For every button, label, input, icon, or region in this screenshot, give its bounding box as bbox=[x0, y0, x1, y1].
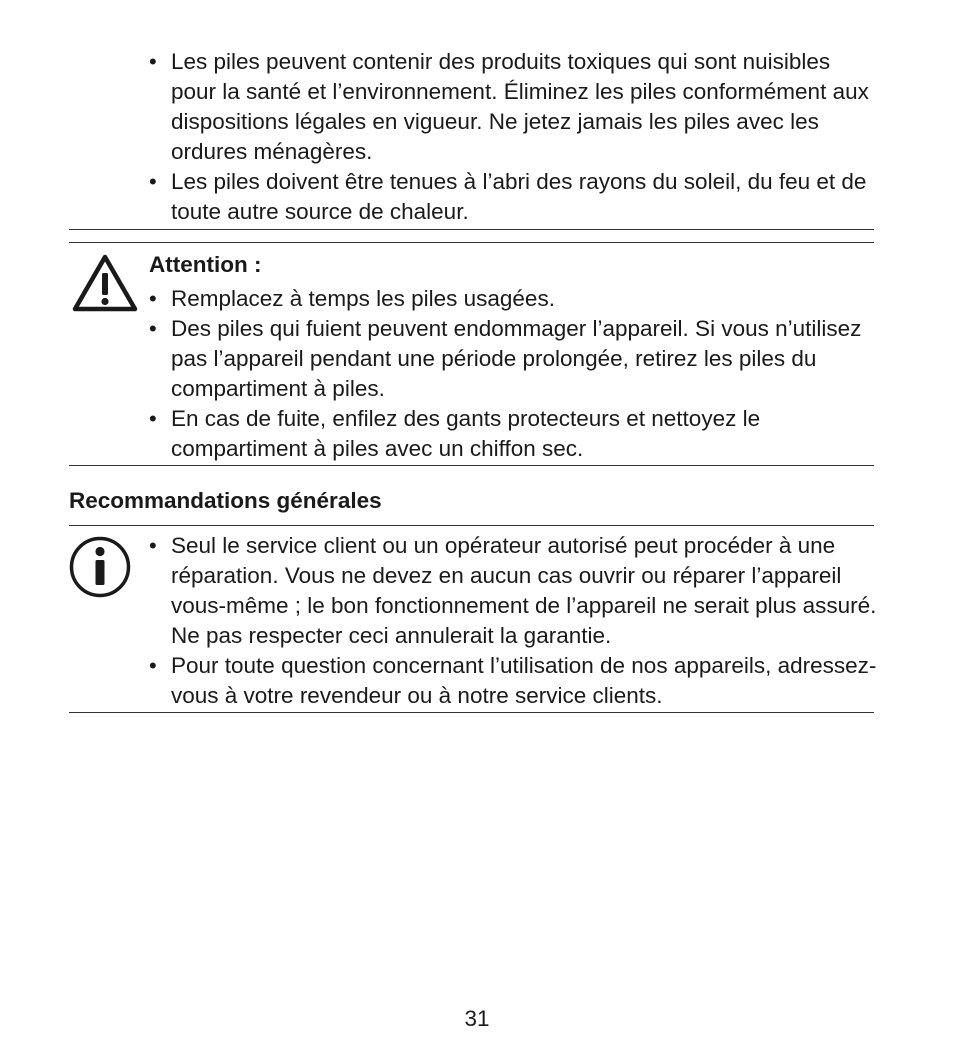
attention-heading: Attention : bbox=[149, 252, 262, 277]
general-recommendations-block bbox=[149, 531, 877, 711]
divider bbox=[69, 712, 874, 713]
section-title: Recommandations générales bbox=[69, 488, 382, 513]
list-item: • Remplacez à temps les piles usagées. bbox=[149, 284, 877, 314]
divider bbox=[69, 242, 874, 243]
batteries-bullet-list bbox=[149, 47, 877, 227]
divider bbox=[69, 525, 874, 526]
batteries-safety-block bbox=[149, 47, 877, 227]
divider bbox=[69, 229, 874, 230]
list-item: • Seul le service client ou un opérateur autorisé peut procéder à une réparation. Vous ne devez en aucun cas ouvrir ou réparer l’appareil vous-même ; le bon fonctionnement de l’appareil ne serait plus assuré. Ne pas respecter ceci annulerait la garantie. bbox=[149, 531, 877, 651]
list-item: • Des piles qui fuient peuvent endommager l’appareil. Si vous n’utilisez pas l’appareil pendant une période prolongée, retirez les piles du compartiment à piles. bbox=[149, 314, 877, 404]
list-item: • Pour toute question concernant l’utilisation de nos appareils, adressez-vous à votre revendeur ou à notre service clients. bbox=[149, 651, 877, 711]
warning-triangle-icon bbox=[71, 253, 139, 313]
list-item: • Les piles peuvent contenir des produits toxiques qui sont nuisibles pour la santé et l’environnement. Éliminez les piles conformément aux dispositions légales en vigueur. Ne jetez jamais les piles avec les ordures ménagères. bbox=[149, 47, 877, 167]
list-item: • En cas de fuite, enfilez des gants protecteurs et nettoyez le compartiment à piles avec un chiffon sec. bbox=[149, 404, 877, 464]
attention-bullet-list bbox=[149, 284, 877, 464]
general-bullet-list bbox=[149, 531, 877, 711]
page-number: 31 bbox=[464, 1006, 490, 1031]
attention-block bbox=[149, 250, 877, 464]
divider bbox=[69, 465, 874, 466]
info-circle-icon bbox=[68, 535, 132, 599]
list-item: • Les piles doivent être tenues à l’abri des rayons du soleil, du feu et de toute autre source de chaleur. bbox=[149, 167, 877, 227]
